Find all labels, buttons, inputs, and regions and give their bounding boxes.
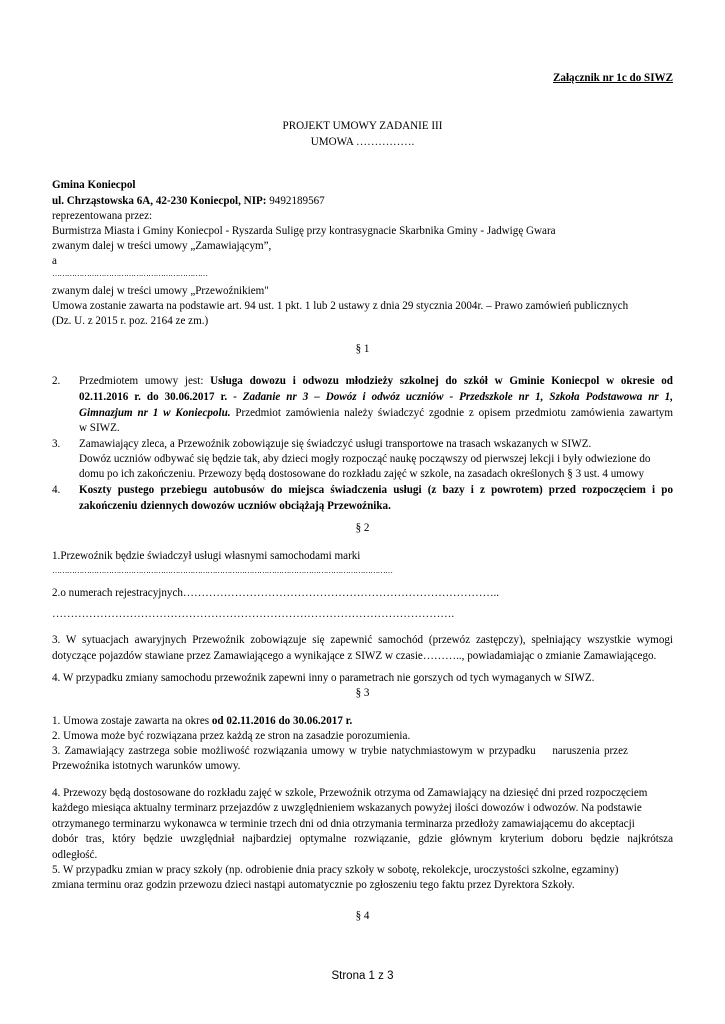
s3-p4-line-5: odległość. bbox=[52, 849, 98, 861]
s3-p3-line-2: Przewoźnika istotnych warunków umowy. bbox=[52, 760, 241, 772]
s1-p2-school: Gimnazjum nr 1 w Koniecpolu. bbox=[79, 407, 231, 419]
s3-p1-text: 1. Umowa zostaje zawarta na okres bbox=[52, 715, 212, 727]
party-nip: 9492189567 bbox=[266, 195, 325, 207]
s3-p4-line-3: otrzymanego terminarzu wykonawca w terminie trzech dni od dnia otrzymania terminarza przedłoży zamawiającemu do akceptacji bbox=[52, 818, 635, 830]
and-word: a bbox=[52, 255, 57, 267]
s1-p2-line-1 bbox=[79, 373, 673, 389]
s1-p2-number: 2. bbox=[52, 375, 61, 387]
s3-p4-line-1: 4. Przewozy będą dostosowane do rozkładu zajęć w szkole, Przewoźnik otrzyma od Zamawiający na dziesięć dni przed rozpoczęciem bbox=[52, 787, 648, 799]
party-address-line bbox=[52, 193, 325, 209]
s1-p4-number: 4. bbox=[52, 484, 61, 496]
annex-label: Załącznik nr 1c do SIWZ bbox=[553, 72, 673, 84]
s1-p3-line-3: domu po ich zakończeniu. Przewozy będą dostosowane do rozkładu zajęć w szkole, na zasadach określonych § 3 ust. 4 umowy bbox=[79, 468, 644, 480]
called-carrier: zwanym dalej w treści umowy „Przewoźnikiem" bbox=[52, 285, 269, 297]
s2-p2-blank: ………………………………………………………………………………………………. bbox=[52, 608, 455, 620]
s3-p1-period: od 02.11.2016 do 30.06.2017 r. bbox=[211, 715, 353, 727]
s1-p2-intro: Przedmiotem umowy jest: bbox=[79, 375, 211, 387]
s1-p2-task: Zadanie nr 3 – Dowóz i odwóz uczniów - Przedszkole nr 1, Szkoła Podstawowa nr 1, bbox=[242, 391, 673, 403]
project-title: PROJEKT UMOWY ZADANIE III bbox=[282, 120, 443, 132]
s1-p3-line-1: Zamawiający zleca, a Przewoźnik zobowiązuje się świadczyć usługi transportowe na trasach wskazanych w SIWZ. bbox=[79, 438, 592, 450]
legal-basis-line-1: Umowa zostanie zawarta na podstawie art. 94 ust. 1 pkt. 1 lub 2 ustawy z dnia 29 stycznia 2004r. – Prawo zamówień publicznych bbox=[52, 300, 629, 312]
s2-p2: 2.o numerach rejestracyjnych………………………………………………………………………….. bbox=[52, 587, 500, 599]
s3-p4-line-4: dobór tras, który będzie uwzględniał najbardziej optymalne rozwiązanie, gdzie głównym kryterium doboru będzie najkrótsza bbox=[52, 833, 673, 845]
called-ordering: zwanym dalej w treści umowy „Zamawiającym”, bbox=[52, 240, 272, 252]
contract-title: UMOWA ……………. bbox=[310, 136, 415, 148]
s3-p4-line-2: każdego miesiąca aktualny terminarz przejazdów z uwzględnieniem wskazanych powyżej ilości dowozów i odwozów. Na podstawie bbox=[52, 802, 642, 814]
s2-p3-line-2: dotyczące pojazdów stawiane przez Zamawiającego a wynikające z SIWZ w czasie……….., powiadamiając o zmianie Zamawiającego. bbox=[52, 650, 657, 662]
s2-p3-line-1: 3. W sytuacjach awaryjnych Przewoźnik zobowiązuje się zapewnić samochód (przewóz zastępczy), spełniający wszystkie wymogi bbox=[52, 634, 673, 646]
s1-p2-subject: Usługa dowozu i odwozu młodzieży szkolnej do szkół w Gminie Koniecpol w okresie od bbox=[210, 375, 673, 387]
s2-p1-blank: ………………………………………………………………………………………………………………………… bbox=[52, 566, 393, 575]
s1-p2-dates: 02.11.2016 r. do 30.06.2017 r. - bbox=[79, 391, 243, 403]
section-3-heading: § 3 bbox=[355, 687, 370, 699]
section-2-heading: § 2 bbox=[355, 522, 370, 534]
party-name: Gmina Koniecpol bbox=[52, 179, 136, 191]
section-1-heading: § 1 bbox=[355, 343, 370, 355]
page-number: Strona 1 z 3 bbox=[331, 970, 394, 982]
s3-p3-line-1: 3. Zamawiający zastrzega sobie możliwość rozwiązania umowy w trybie natychmiastowym w przypadku naruszenia przez bbox=[52, 745, 628, 757]
s1-p2-line-2 bbox=[79, 389, 673, 405]
s2-p4: 4. W przypadku zmiany samochodu przewoźnik zapewni inny o parametrach nie gorszych od tych wymaganych w SIWZ. bbox=[52, 672, 595, 684]
s1-p2-scope: Przedmiot zamówienia należy świadczyć zgodnie z opisem przedmiotu zamówienia zawartym bbox=[230, 407, 673, 419]
contractor-blank: ……………………………………………………… bbox=[52, 269, 208, 278]
s1-p3-line-2: Dowóz uczniów odbywać się będzie tak, aby dzieci mogły rozpocząć naukę począwszy od pierwszej lekcji i były odwiezione do bbox=[79, 453, 651, 465]
s1-p4-line-1: Koszty pustego przebiegu autobusów do miejsca świadczenia usługi (z bazy i z powrotem) przed rozpoczęciem i po bbox=[79, 484, 673, 496]
section-4-heading: § 4 bbox=[355, 910, 370, 922]
s3-p2: 2. Umowa może być rozwiązana przez każdą ze stron na zasadzie porozumienia. bbox=[52, 730, 411, 742]
s1-p3-number: 3. bbox=[52, 438, 61, 450]
s1-p4-line-2: zakończeniu dziennych dowozów uczniów obciążają Przewoźnika. bbox=[79, 500, 391, 512]
s2-p1: 1.Przewoźnik będzie świadczył usługi własnymi samochodami marki bbox=[52, 550, 361, 562]
s3-p5-line-2: zmiana terminu oraz godzin przewozu dzieci nastąpi automatycznie po zgłoszeniu tego faktu przez Dyrektora Szkoły. bbox=[52, 879, 575, 891]
s1-p2-line-4: w SIWZ. bbox=[79, 422, 120, 434]
represented-by: reprezentowana przez: bbox=[52, 210, 153, 222]
s3-p1 bbox=[52, 713, 352, 729]
s1-p2-line-3 bbox=[79, 405, 673, 421]
party-address: ul. Chrząstowska 6A, 42-230 Koniecpol, NIP: bbox=[52, 195, 267, 207]
legal-basis-line-2: (Dz. U. z 2015 r. poz. 2164 ze zm.) bbox=[52, 315, 209, 327]
representatives: Burmistrza Miasta i Gminy Koniecpol - Ryszarda Suligę przy kontrasygnacie Skarbnika Gminy - Jadwigę Gwara bbox=[52, 225, 556, 237]
s3-p5-line-1: 5. W przypadku zmian w pracy szkoły (np. odrobienie dnia pracy szkoły w sobotę, rekolekcje, uroczystości szkolne, egzaminy) bbox=[52, 864, 619, 876]
